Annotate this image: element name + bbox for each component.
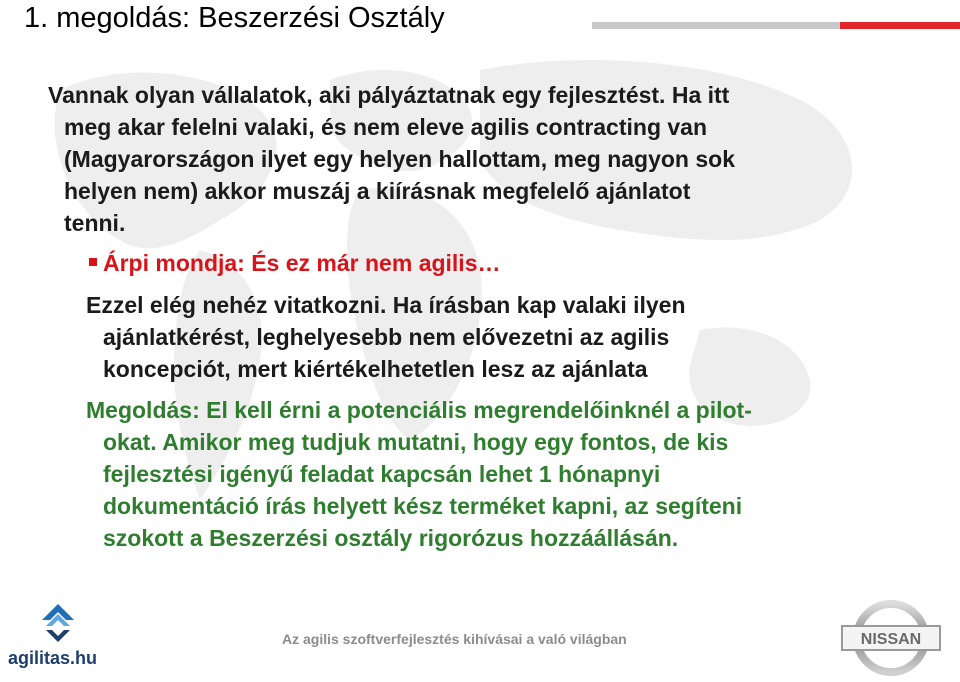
paragraph-1-line-1: Vannak olyan vállalatok, aki pályáztatnak egy fejlesztést. Ha itt (48, 82, 730, 108)
bullet-quote: Árpi mondja: És ez már nem agilis… (103, 250, 501, 276)
title-bar-red (840, 22, 960, 29)
solution-line-5: szokott a Beszerzési osztály rigorózus hozzáállásán. (103, 525, 679, 551)
footer-text: Az agilis szoftverfejlesztés kihívásai a való világban (282, 631, 627, 647)
paragraph-1-line-3: (Magyarországon ilyet egy helyen hallottam, meg nagyon sok (64, 146, 735, 172)
nissan-logo-icon (840, 596, 942, 680)
slide-title: 1. megoldás: Beszerzési Osztály (24, 2, 445, 34)
paragraph-2-line-1: Ezzel elég nehéz vitatkozni. Ha írásban kap valaki ilyen (86, 292, 686, 318)
solution-line-1: Megoldás: El kell érni a potenciális megrendelőinknél a pilot- (86, 397, 752, 423)
paragraph-1-line-5: tenni. (64, 210, 126, 236)
title-bar-gray (592, 22, 840, 29)
paragraph-2-line-3: koncepciót, mert kiértékelhetetlen lesz az ajánlata (103, 356, 648, 382)
solution-line-2: okat. Amikor meg tudjuk mutatni, hogy egy fontos, de kis (103, 429, 729, 455)
paragraph-2-line-2: ajánlatkérést, leghelyesebb nem elővezetni az agilis (103, 324, 670, 350)
paragraph-1-line-4: helyen nem) akkor muszáj a kiírásnak megfelelő ajánlatot (64, 178, 691, 204)
solution-line-3: fejlesztési igényű feladat kapcsán lehet 1 hónapnyi (103, 461, 661, 487)
solution-line-4: dokumentáció írás helyett kész terméket kapni, az segíteni (103, 493, 743, 519)
paragraph-1-line-2: meg akar felelni valaki, és nem eleve agilis contracting van (64, 114, 708, 140)
nissan-logo-text: NISSAN (860, 631, 922, 648)
square-bullet-icon (89, 258, 97, 266)
agilitas-logo-text: agilitas.hu (8, 648, 98, 668)
